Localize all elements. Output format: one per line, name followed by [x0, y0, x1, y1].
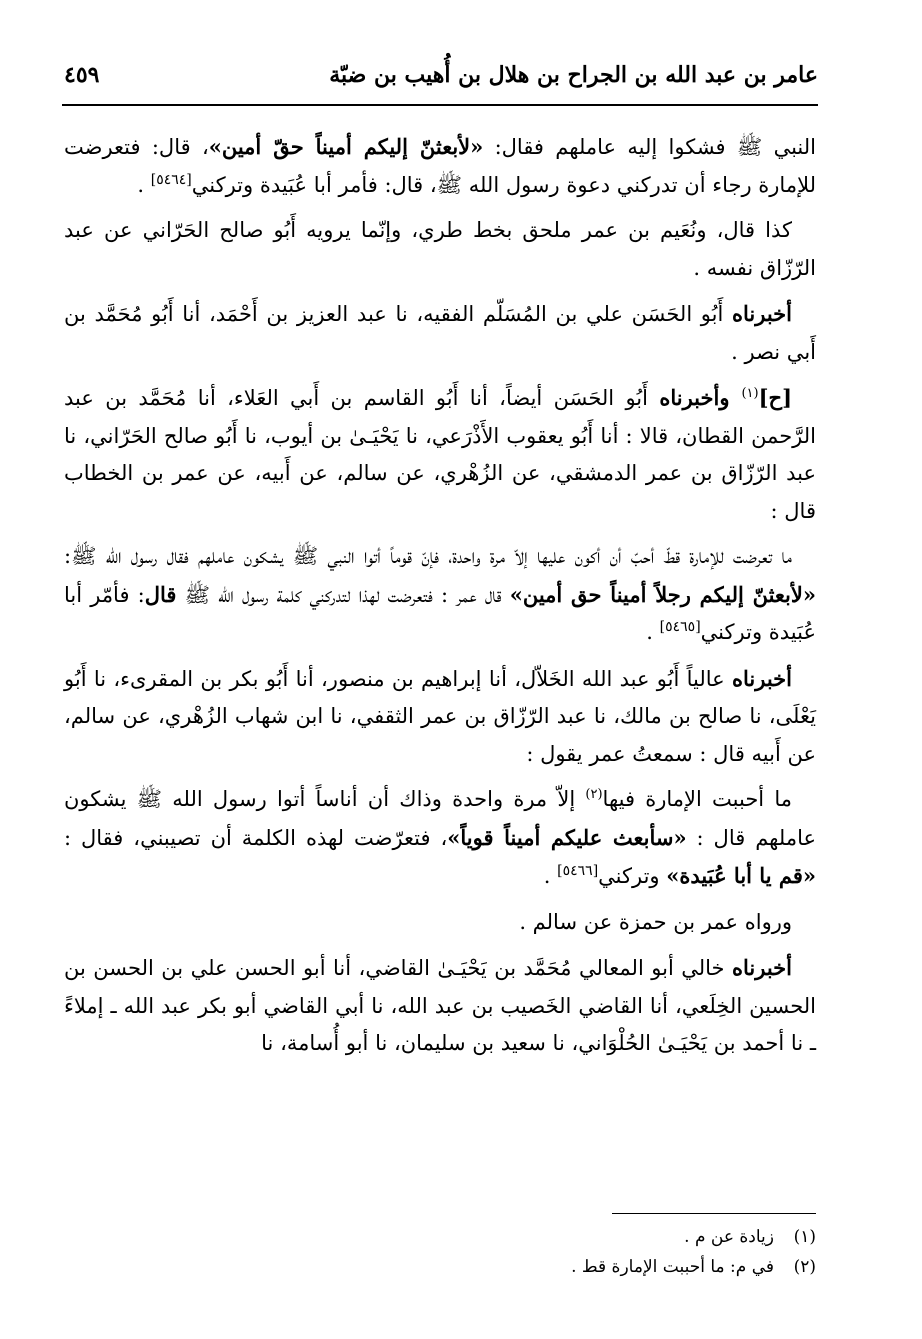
- footnote-number: (١): [793, 1227, 816, 1247]
- footnote-text: في م: ما أحببت الإمارة قط .: [571, 1257, 774, 1277]
- paragraph: [64, 660, 816, 774]
- footnote: [64, 1252, 816, 1282]
- text-span: ، قال: فتعرضت للإمارة رجاء أن تدركني دعوة رسول الله ﷺ، قال: فأمر أبا عُبَيدة وتركني: [64, 135, 816, 197]
- isnad-keyword: أخبرناه: [732, 301, 792, 326]
- hadith-number: [٥٤٦٦]: [557, 863, 599, 879]
- paragraph: [64, 379, 816, 530]
- footnotes: [64, 1222, 816, 1282]
- text-span: النبي ﷺ فشكوا إليه عاملهم فقال:: [483, 135, 816, 159]
- text-span: ما تعرضت للإمارة قطّ أحبّ أن أكون عليها إلاّ مرة واحدة، فإنّ قوماً أتوا النبي ﷺ يشكون عاملهم فقال رسول الله ﷺ:: [64, 544, 792, 568]
- paragraph: [64, 949, 816, 1063]
- text-span: .: [646, 620, 660, 644]
- text-span: قال عمر : فتعرضت لهذا لتدركني كلمة رسول الله ﷺ: [176, 582, 510, 607]
- main-text: [64, 128, 816, 1071]
- footnote-text: زيادة عن م .: [684, 1227, 774, 1247]
- paragraph: [64, 781, 816, 896]
- page-number: ٤٥٩: [64, 62, 100, 88]
- paragraph: [64, 295, 816, 371]
- header-divider: [62, 104, 818, 106]
- isnad-keyword: أخبرناه: [732, 665, 792, 691]
- text-span: : فأمّر أبا عُبَيدة وتركني: [64, 582, 816, 644]
- paragraph: [64, 212, 816, 287]
- isnad-keyword: وأخبرناه: [659, 385, 742, 410]
- text-span: خالي أبو المعالي مُحَمَّد بن يَحْيَـىٰ القاضي، أنا أبو الحسن علي بن الحسن بن الحسين الخِلَعي، أنا القاضي الخَصيب بن عبد الله، نا أبي القاضي أبو بكر عبد الله ـ إملاءً ـ نا أحمد بن يَحْيَـىٰ الحُلْوَاني، نا سعيد بن سليمان، نا أبو أُسامة، نا: [64, 956, 816, 1055]
- paragraph: [64, 904, 816, 942]
- footnote-number: (٢): [793, 1257, 816, 1277]
- hadith-quote: «قم يا أبا عُبَيدة»: [666, 863, 816, 888]
- running-header: [64, 62, 818, 96]
- text-span: كذا قال، ونُعَيم بن عمر ملحق بخط طري، وإنّما يرويه أَبُو صالح الحَرّاني عن عبد الرّزّاق نفسه .: [64, 218, 816, 280]
- footnote-ref: (١): [741, 386, 759, 401]
- footnote-divider: [612, 1213, 816, 1214]
- text-span: .: [137, 172, 151, 197]
- hadith-quote: «لأبعثنّ إليكم أميناً حقّ أمين»: [208, 134, 484, 159]
- text-span: إلاّ مرة واحدة وذاك أن أناساً أتوا رسول الله ﷺ يشكون عاملهم قال :: [64, 787, 816, 850]
- paragraph: [64, 538, 816, 652]
- footnote: [64, 1222, 816, 1252]
- hadith-quote: «لأبعثنّ إليكم رجلاً أميناً حق أمين»: [509, 581, 817, 607]
- text-span: ، فتعرّضت لهذه الكلمة أن تصيبني، فقال :: [64, 825, 448, 850]
- tahwil-marker: [ح]: [758, 385, 793, 410]
- paragraph: [64, 128, 816, 204]
- text-span: ما أحببت الإمارة فيها: [602, 787, 792, 811]
- text-span: .: [543, 864, 558, 888]
- hadith-number: [٥٤٦٥]: [659, 619, 701, 635]
- hadith-number: [٥٤٦٤]: [150, 171, 192, 188]
- text-span: عالياً أَبُو عبد الله الخَلاّل، أنا إبراهيم بن منصور، أنا أَبُو بكر بن المقرىء، نا أَبُو يَعْلَى، نا صالح بن مالك، نا عبد الرّزّاق بن عمر الثقفي، نا ابن شهاب الزُهْري، عن سالم، عن أَبيه قال : سمعتُ عمر يقول :: [64, 666, 816, 766]
- header-title: عامر بن عبد الله بن الجراح بن هلال بن أُهيب بن ضبّة: [329, 62, 818, 88]
- text-span: وتركني: [598, 864, 667, 888]
- text-span: ورواه عمر بن حمزة عن سالم .: [519, 909, 792, 934]
- footnote-ref: (٢): [585, 787, 603, 802]
- isnad-keyword: أخبرناه: [732, 955, 792, 980]
- text-span: أَبُو الحَسَن أيضاً، أنا أَبُو القاسم بن أَبي العَلاء، أنا مُحَمَّد بن عبد الرَّحمن القطان، قالا : أنا أَبُو يعقوب الأَذْرَعي، نا يَحْيَـىٰ بن أيوب، نا أَبُو صالح الحَرّاني، نا عبد الرّزّاق بن عمر الدمشقي، عن الزُهْري، عن سالم، عن أَبيه، عن عمر بن الخطاب قال :: [64, 386, 816, 523]
- hadith-quote: «سأبعث عليكم أميناً قوياً»: [447, 824, 687, 850]
- text-span: أَبُو الحَسَن علي بن المُسَلّم الفقيه، نا عبد العزيز بن أَحْمَد، أنا أَبُو مُحَمَّد بن أَبي نصر .: [64, 302, 816, 364]
- text-bold: قال: [144, 581, 177, 607]
